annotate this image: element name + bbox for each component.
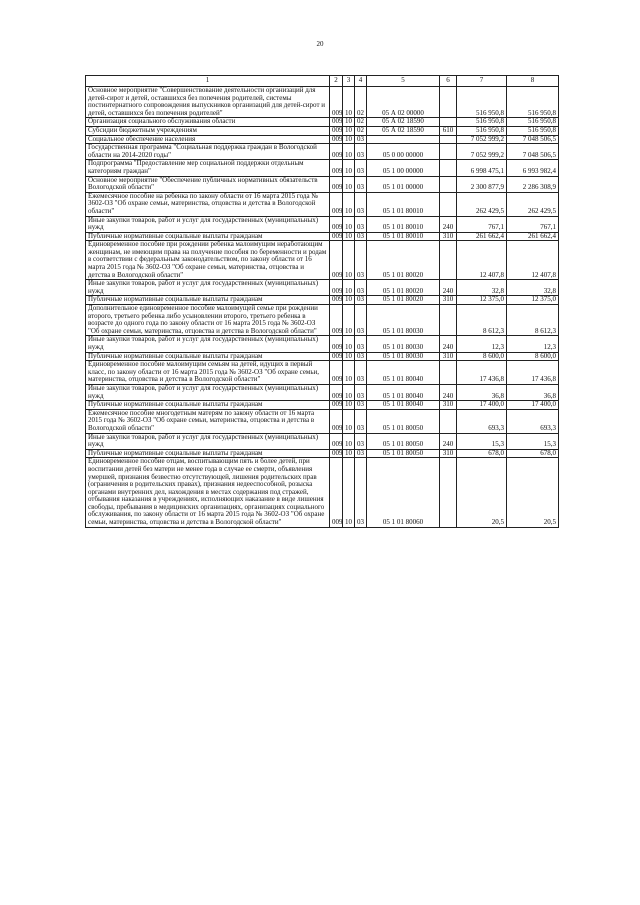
row-admin-code: 009 bbox=[330, 352, 343, 361]
row-section: 10 bbox=[343, 409, 355, 433]
row-subsection: 03 bbox=[355, 384, 367, 400]
row-name: Дополнительное единовременное пособие малоимущей семье при рождении второго, третьего ребенка либо усыновлении второго, третьего ребенка в возрасте до одного года по закону области от 16 марта 2015 года № 3602-ОЗ "Об охране семьи, материнства, отцовства и детства в Вологодской области" bbox=[86, 305, 330, 336]
row-amount-2: 516 950,8 bbox=[507, 87, 559, 118]
row-subsection: 03 bbox=[355, 241, 367, 280]
row-section: 10 bbox=[343, 280, 355, 296]
row-amount-1: 12 375,0 bbox=[457, 296, 507, 305]
row-admin-code: 009 bbox=[330, 280, 343, 296]
row-name: Единовременное пособие отцам, воспитывающим пять и более детей, при воспитании детей без матери не менее года в случае ее смерти, объявления умершей, признания безвестно отсутствующей, лишения родительских прав (ограничения в родительских правах), признания недееспособной, розыска органами внутренних дел, нахождения в местах содержания под стражей, отбывания наказания в учреждениях, исполняющих наказание в виде лишения свободы, пребывания в медицинских организациях, организациях социального обслуживания, по закону области от 16 марта 2015 года № 3602-ОЗ "Об охране семьи, материнства, отцовства и детства в Вологодской области" bbox=[86, 458, 330, 527]
row-admin-code: 009 bbox=[330, 216, 343, 232]
table-row bbox=[86, 280, 559, 296]
row-name: Публичные нормативные социальные выплаты гражданам bbox=[86, 352, 330, 361]
row-subsection: 03 bbox=[355, 135, 367, 144]
row-expense-type bbox=[440, 144, 457, 160]
row-expense-type bbox=[440, 305, 457, 336]
row-expense-type: 240 bbox=[440, 216, 457, 232]
row-amount-1: 20,5 bbox=[457, 458, 507, 527]
row-amount-2: 36,8 bbox=[507, 384, 559, 400]
row-subsection: 03 bbox=[355, 280, 367, 296]
table-row bbox=[86, 336, 559, 352]
row-target-article: 05 1 01 80040 bbox=[367, 384, 440, 400]
row-target-article: 05 1 01 80040 bbox=[367, 361, 440, 385]
row-admin-code: 009 bbox=[330, 409, 343, 433]
row-section: 10 bbox=[343, 135, 355, 144]
row-admin-code: 009 bbox=[330, 361, 343, 385]
row-subsection: 03 bbox=[355, 409, 367, 433]
row-subsection: 03 bbox=[355, 361, 367, 385]
row-amount-2: 32,8 bbox=[507, 280, 559, 296]
row-target-article: 05 0 00 00000 bbox=[367, 144, 440, 160]
table-row bbox=[86, 126, 559, 135]
row-amount-2: 17 436,8 bbox=[507, 361, 559, 385]
row-subsection: 03 bbox=[355, 160, 367, 176]
row-admin-code: 009 bbox=[330, 160, 343, 176]
row-expense-type: 240 bbox=[440, 384, 457, 400]
row-amount-1: 693,3 bbox=[457, 409, 507, 433]
table-row bbox=[86, 176, 559, 192]
page-number: 20 bbox=[316, 40, 324, 48]
row-subsection: 02 bbox=[355, 118, 367, 127]
row-amount-1: 516 950,8 bbox=[457, 126, 507, 135]
column-header-4: 4 bbox=[355, 76, 367, 87]
row-subsection: 02 bbox=[355, 87, 367, 118]
row-admin-code: 009 bbox=[330, 126, 343, 135]
table-row bbox=[86, 305, 559, 336]
row-subsection: 03 bbox=[355, 296, 367, 305]
row-expense-type: 310 bbox=[440, 401, 457, 410]
row-target-article: 05 А 02 18590 bbox=[367, 118, 440, 127]
row-target-article: 05 1 01 80020 bbox=[367, 241, 440, 280]
row-amount-1: 7 052 999,2 bbox=[457, 144, 507, 160]
row-amount-2: 7 048 506,5 bbox=[507, 144, 559, 160]
table-row bbox=[86, 384, 559, 400]
column-header-1: 1 bbox=[86, 76, 330, 87]
row-name: Единовременное пособие при рождении ребенка малоимущим неработающим женщинам, не имеющим права на получение пособия по беременности и родам в соответствии с федеральным законодательством, по закону области от 16 марта 2015 года № 3602-ОЗ "Об охране семьи, материнства, отцовства и детства в Вологодской области" bbox=[86, 241, 330, 280]
row-target-article: 05 1 01 80030 bbox=[367, 336, 440, 352]
row-name: Единовременное пособие малоимущим семьям на детей, идущих в первый класс, по закону области от 16 марта 2015 года № 3602-ОЗ "Об охране семьи, материнства, отцовства и детства в Вологодской области" bbox=[86, 361, 330, 385]
row-amount-1: 17 436,8 bbox=[457, 361, 507, 385]
row-name: Иные закупки товаров, работ и услуг для государственных (муниципальных) нужд bbox=[86, 384, 330, 400]
row-expense-type bbox=[440, 458, 457, 527]
row-target-article bbox=[367, 135, 440, 144]
row-admin-code: 009 bbox=[330, 241, 343, 280]
column-header-6: 6 bbox=[440, 76, 457, 87]
column-header-7: 7 bbox=[457, 76, 507, 87]
row-target-article: 05 1 01 80060 bbox=[367, 458, 440, 527]
row-amount-1: 678,0 bbox=[457, 449, 507, 458]
table-row bbox=[86, 192, 559, 216]
row-subsection: 03 bbox=[355, 352, 367, 361]
row-target-article: 05 1 01 80010 bbox=[367, 232, 440, 241]
row-name: Основное мероприятие "Совершенствование деятельности организаций для детей-сирот и детей, оставшихся без попечения родителей, системы постинтернатного сопровождения выпускников организаций для детей-сирот и детей, оставшихся без попечения родителей" bbox=[86, 87, 330, 118]
row-expense-type bbox=[440, 361, 457, 385]
row-admin-code: 009 bbox=[330, 87, 343, 118]
row-admin-code: 009 bbox=[330, 449, 343, 458]
row-section: 10 bbox=[343, 216, 355, 232]
row-section: 10 bbox=[343, 126, 355, 135]
row-subsection: 03 bbox=[355, 192, 367, 216]
row-expense-type: 310 bbox=[440, 352, 457, 361]
row-subsection: 03 bbox=[355, 144, 367, 160]
column-header-3: 3 bbox=[343, 76, 355, 87]
row-amount-1: 516 950,8 bbox=[457, 118, 507, 127]
table-header-row bbox=[86, 76, 559, 87]
row-expense-type: 310 bbox=[440, 232, 457, 241]
table-row bbox=[86, 409, 559, 433]
row-subsection: 03 bbox=[355, 176, 367, 192]
row-section: 10 bbox=[343, 458, 355, 527]
row-subsection: 03 bbox=[355, 433, 367, 449]
row-target-article: 05 1 01 80020 bbox=[367, 296, 440, 305]
row-amount-2: 12 407,8 bbox=[507, 241, 559, 280]
row-expense-type: 310 bbox=[440, 449, 457, 458]
column-header-5: 5 bbox=[367, 76, 440, 87]
row-amount-1: 12 407,8 bbox=[457, 241, 507, 280]
table-row bbox=[86, 241, 559, 280]
row-section: 10 bbox=[343, 384, 355, 400]
row-expense-type bbox=[440, 135, 457, 144]
row-amount-1: 8 600,0 bbox=[457, 352, 507, 361]
row-name: Публичные нормативные социальные выплаты гражданам bbox=[86, 232, 330, 241]
row-admin-code: 009 bbox=[330, 384, 343, 400]
column-header-2: 2 bbox=[330, 76, 343, 87]
row-amount-1: 262 429,5 bbox=[457, 192, 507, 216]
row-admin-code: 009 bbox=[330, 336, 343, 352]
row-amount-2: 15,3 bbox=[507, 433, 559, 449]
row-section: 10 bbox=[343, 87, 355, 118]
row-section: 10 bbox=[343, 336, 355, 352]
row-section: 10 bbox=[343, 401, 355, 410]
table-row bbox=[86, 87, 559, 118]
row-amount-1: 261 662,4 bbox=[457, 232, 507, 241]
row-amount-1: 36,8 bbox=[457, 384, 507, 400]
row-admin-code: 009 bbox=[330, 401, 343, 410]
row-name: Публичные нормативные социальные выплаты гражданам bbox=[86, 401, 330, 410]
row-amount-2: 767,1 bbox=[507, 216, 559, 232]
row-subsection: 03 bbox=[355, 232, 367, 241]
row-section: 10 bbox=[343, 352, 355, 361]
row-name: Основное мероприятие "Обеспечение публичных нормативных обязательств Вологодской области" bbox=[86, 176, 330, 192]
row-admin-code: 009 bbox=[330, 118, 343, 127]
row-expense-type: 240 bbox=[440, 433, 457, 449]
row-subsection: 03 bbox=[355, 458, 367, 527]
row-name: Подпрограмма "Предоставление мер социальной поддержки отдельным категориям граждан" bbox=[86, 160, 330, 176]
row-section: 10 bbox=[343, 361, 355, 385]
row-subsection: 03 bbox=[355, 401, 367, 410]
row-amount-1: 6 998 475,1 bbox=[457, 160, 507, 176]
row-section: 10 bbox=[343, 433, 355, 449]
row-section: 10 bbox=[343, 176, 355, 192]
row-target-article: 05 1 01 80050 bbox=[367, 449, 440, 458]
row-amount-2: 8 600,0 bbox=[507, 352, 559, 361]
row-section: 10 bbox=[343, 192, 355, 216]
row-admin-code: 009 bbox=[330, 144, 343, 160]
row-amount-2: 693,3 bbox=[507, 409, 559, 433]
row-expense-type bbox=[440, 160, 457, 176]
row-amount-2: 261 662,4 bbox=[507, 232, 559, 241]
row-expense-type bbox=[440, 176, 457, 192]
row-expense-type: 240 bbox=[440, 336, 457, 352]
row-admin-code: 009 bbox=[330, 192, 343, 216]
row-section: 10 bbox=[343, 449, 355, 458]
table-row bbox=[86, 433, 559, 449]
row-amount-1: 32,8 bbox=[457, 280, 507, 296]
row-amount-1: 8 612,3 bbox=[457, 305, 507, 336]
row-name: Организация социального обслуживания области bbox=[86, 118, 330, 127]
table-row bbox=[86, 216, 559, 232]
row-section: 10 bbox=[343, 118, 355, 127]
row-target-article: 05 1 01 80030 bbox=[367, 305, 440, 336]
row-admin-code: 009 bbox=[330, 458, 343, 527]
row-subsection: 03 bbox=[355, 336, 367, 352]
row-amount-1: 12,3 bbox=[457, 336, 507, 352]
row-section: 10 bbox=[343, 232, 355, 241]
row-target-article: 05 1 01 80050 bbox=[367, 433, 440, 449]
row-amount-2: 516 950,8 bbox=[507, 118, 559, 127]
row-target-article: 05 1 00 00000 bbox=[367, 160, 440, 176]
row-expense-type: 240 bbox=[440, 280, 457, 296]
row-amount-2: 20,5 bbox=[507, 458, 559, 527]
table-body bbox=[86, 87, 559, 528]
row-admin-code: 009 bbox=[330, 135, 343, 144]
row-section: 10 bbox=[343, 144, 355, 160]
row-name: Ежемесячное пособие на ребенка по закону области от 16 марта 2015 года № 3602-ОЗ "Об охране семьи, материнства, отцовства и детства в Вологодской области" bbox=[86, 192, 330, 216]
row-target-article: 05 1 01 80040 bbox=[367, 401, 440, 410]
row-admin-code: 009 bbox=[330, 296, 343, 305]
row-amount-2: 12 375,0 bbox=[507, 296, 559, 305]
row-amount-2: 7 048 506,5 bbox=[507, 135, 559, 144]
row-subsection: 03 bbox=[355, 216, 367, 232]
column-header-8: 8 bbox=[507, 76, 559, 87]
row-amount-1: 7 052 999,2 bbox=[457, 135, 507, 144]
table-row bbox=[86, 458, 559, 527]
row-section: 10 bbox=[343, 305, 355, 336]
row-amount-1: 767,1 bbox=[457, 216, 507, 232]
row-expense-type bbox=[440, 241, 457, 280]
row-section: 10 bbox=[343, 296, 355, 305]
row-amount-1: 2 300 877,9 bbox=[457, 176, 507, 192]
row-name: Субсидии бюджетным учреждениям bbox=[86, 126, 330, 135]
row-admin-code: 009 bbox=[330, 433, 343, 449]
row-amount-1: 17 400,0 bbox=[457, 401, 507, 410]
row-target-article: 05 1 01 80030 bbox=[367, 352, 440, 361]
row-name: Иные закупки товаров, работ и услуг для государственных (муниципальных) нужд bbox=[86, 216, 330, 232]
row-target-article: 05 1 01 00000 bbox=[367, 176, 440, 192]
row-name: Социальное обеспечение населения bbox=[86, 135, 330, 144]
row-section: 10 bbox=[343, 160, 355, 176]
row-name: Иные закупки товаров, работ и услуг для государственных (муниципальных) нужд bbox=[86, 336, 330, 352]
row-subsection: 03 bbox=[355, 449, 367, 458]
row-expense-type bbox=[440, 87, 457, 118]
row-amount-2: 262 429,5 bbox=[507, 192, 559, 216]
row-name: Ежемесячное пособие многодетным матерям по закону области от 16 марта 2015 года № 3602-ОЗ "Об охране семьи, материнства, отцовства и детства в Вологодской области" bbox=[86, 409, 330, 433]
row-amount-2: 8 612,3 bbox=[507, 305, 559, 336]
table-row bbox=[86, 361, 559, 385]
row-amount-2: 12,3 bbox=[507, 336, 559, 352]
row-target-article: 05 А 02 00000 bbox=[367, 87, 440, 118]
row-section: 10 bbox=[343, 241, 355, 280]
row-amount-1: 15,3 bbox=[457, 433, 507, 449]
row-expense-type: 310 bbox=[440, 296, 457, 305]
table-row bbox=[86, 144, 559, 160]
row-subsection: 03 bbox=[355, 305, 367, 336]
row-name: Государственная программа "Социальная поддержка граждан в Вологодской области на 2014-2020 годы" bbox=[86, 144, 330, 160]
row-name: Публичные нормативные социальные выплаты гражданам bbox=[86, 296, 330, 305]
row-name: Иные закупки товаров, работ и услуг для государственных (муниципальных) нужд bbox=[86, 280, 330, 296]
row-target-article: 05 1 01 80050 bbox=[367, 409, 440, 433]
row-target-article: 05 1 01 80010 bbox=[367, 216, 440, 232]
row-amount-2: 6 993 982,4 bbox=[507, 160, 559, 176]
row-amount-2: 516 950,8 bbox=[507, 126, 559, 135]
row-admin-code: 009 bbox=[330, 305, 343, 336]
row-expense-type bbox=[440, 192, 457, 216]
row-amount-2: 2 286 308,9 bbox=[507, 176, 559, 192]
row-expense-type: 610 bbox=[440, 126, 457, 135]
table-row bbox=[86, 160, 559, 176]
row-target-article: 05 А 02 18590 bbox=[367, 126, 440, 135]
row-subsection: 02 bbox=[355, 126, 367, 135]
row-name: Иные закупки товаров, работ и услуг для государственных (муниципальных) нужд bbox=[86, 433, 330, 449]
row-admin-code: 009 bbox=[330, 232, 343, 241]
row-admin-code: 009 bbox=[330, 176, 343, 192]
row-target-article: 05 1 01 80010 bbox=[367, 192, 440, 216]
row-target-article: 05 1 01 80020 bbox=[367, 280, 440, 296]
row-expense-type bbox=[440, 409, 457, 433]
row-amount-1: 516 950,8 bbox=[457, 87, 507, 118]
budget-table bbox=[85, 75, 559, 528]
table-row bbox=[86, 401, 559, 410]
row-name: Публичные нормативные социальные выплаты гражданам bbox=[86, 449, 330, 458]
row-amount-2: 678,0 bbox=[507, 449, 559, 458]
row-amount-2: 17 400,0 bbox=[507, 401, 559, 410]
